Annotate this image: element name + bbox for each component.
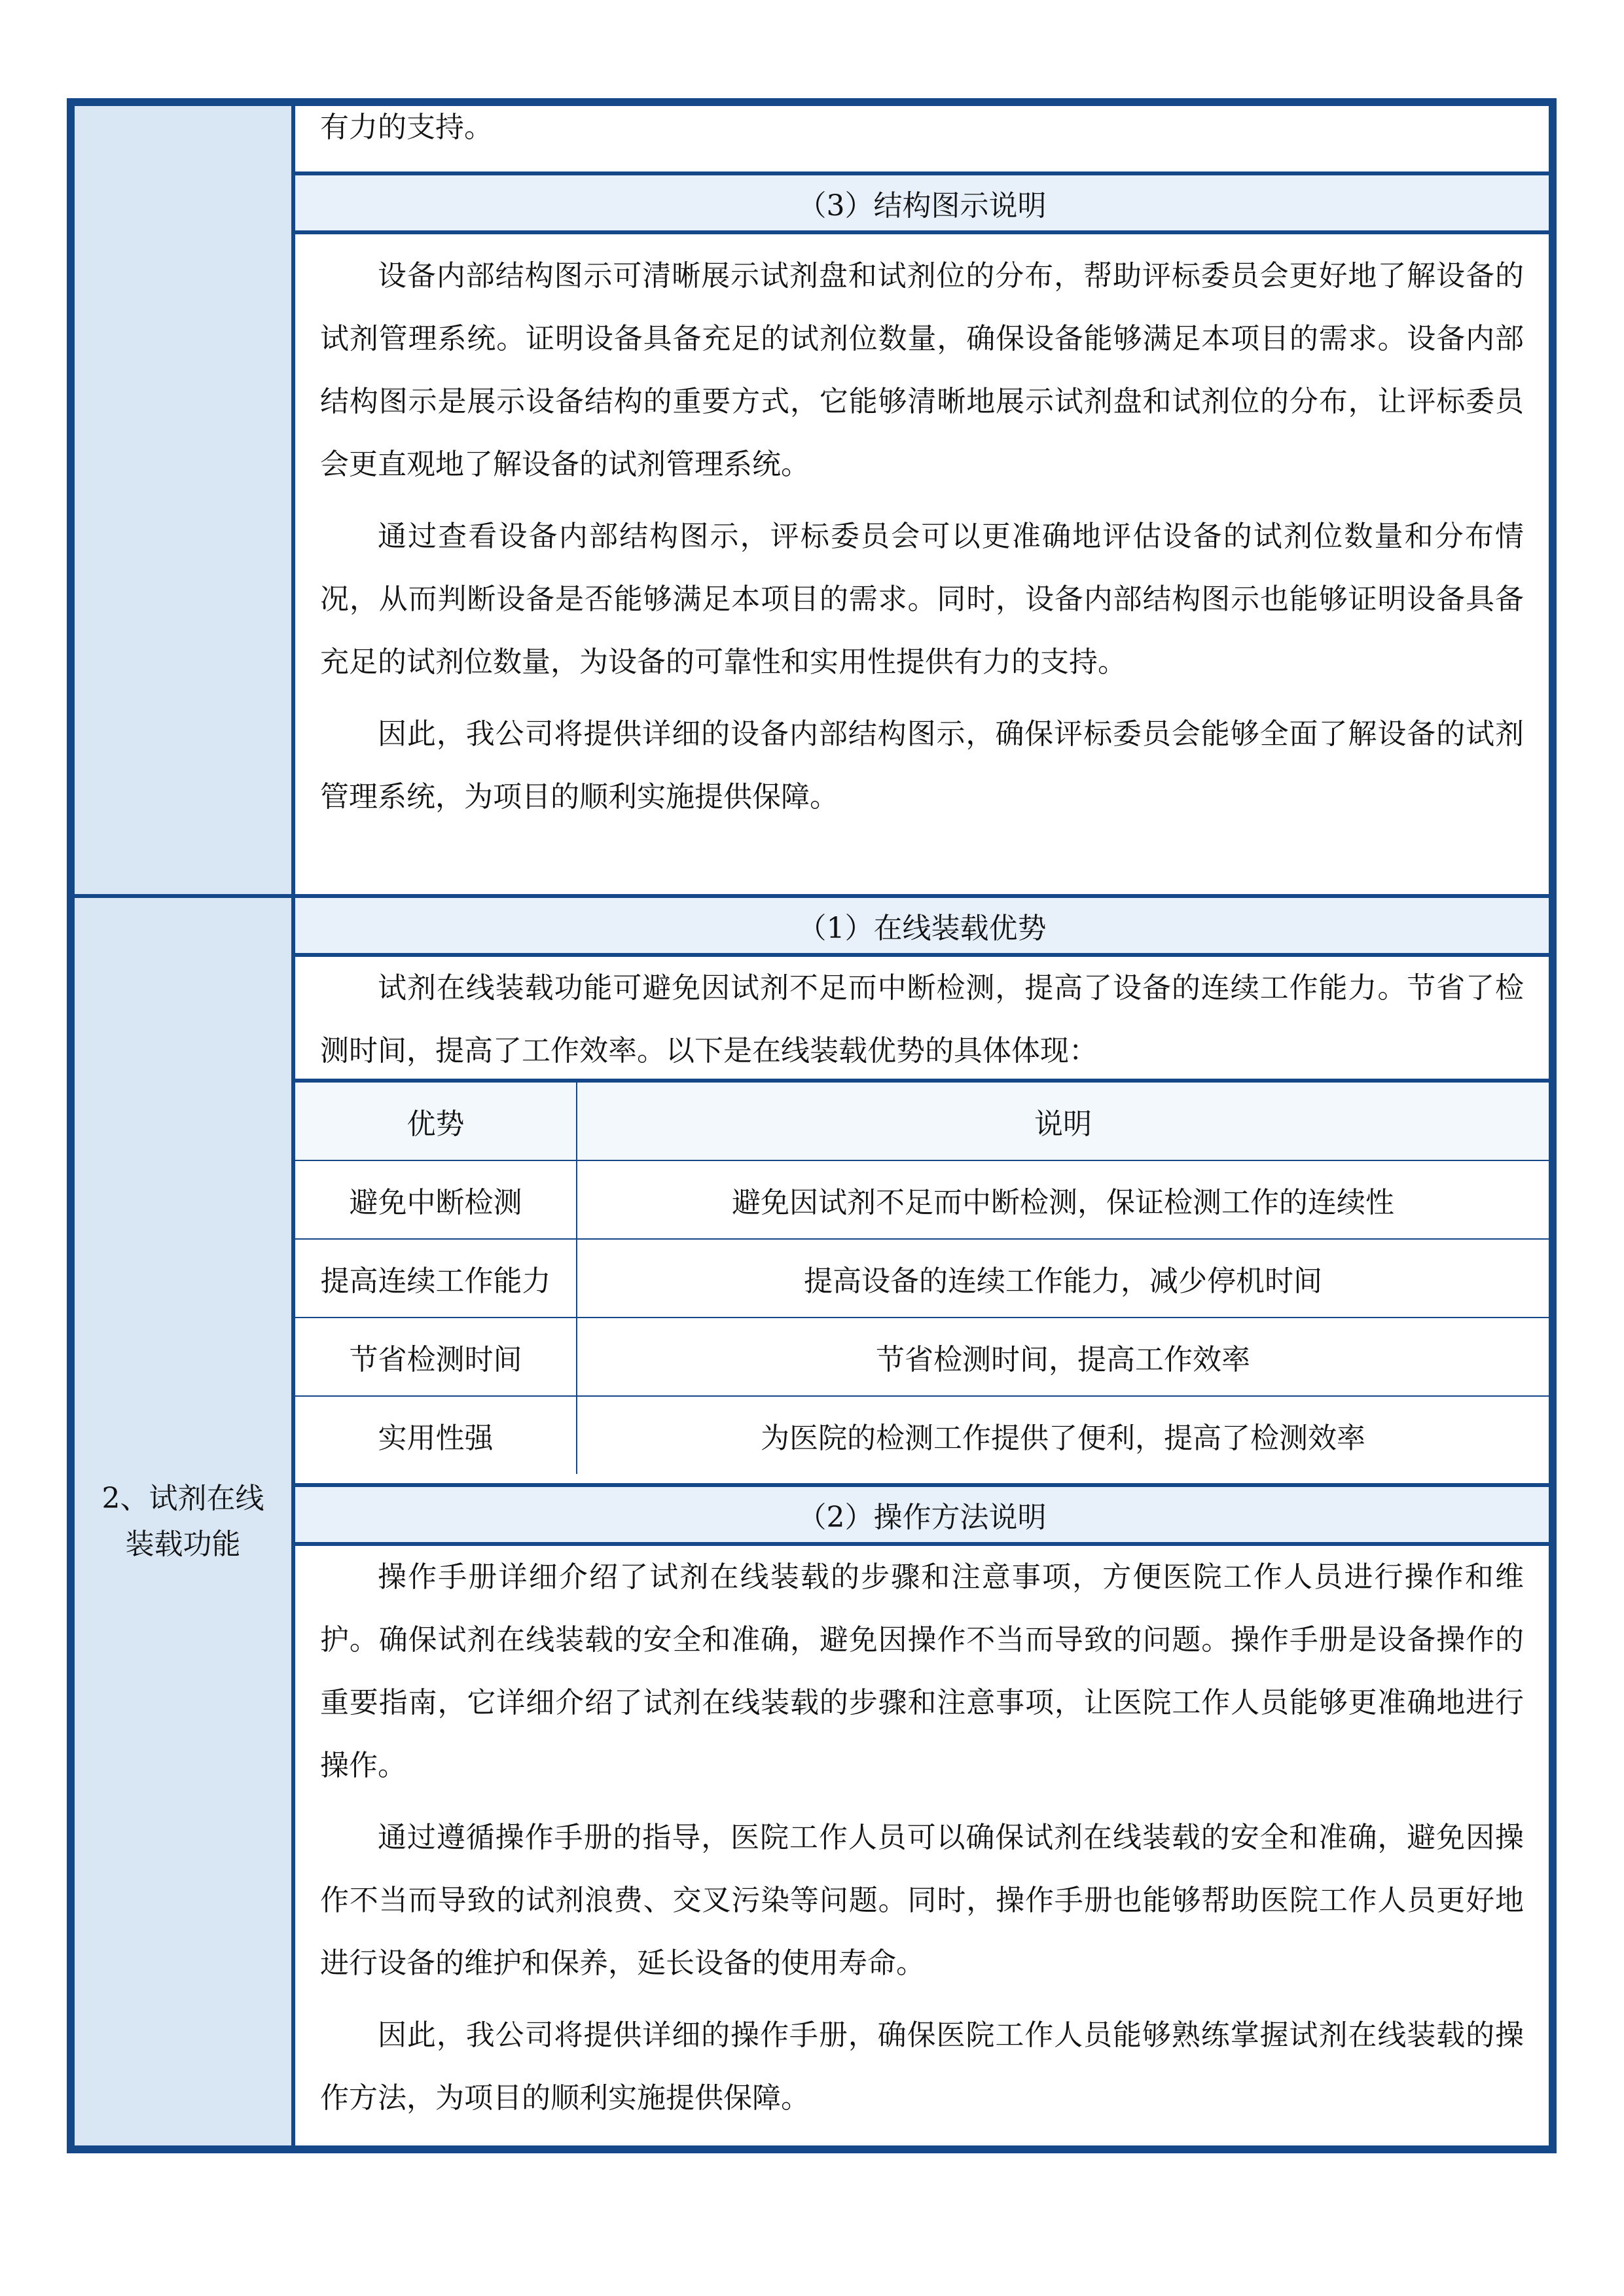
description-cell: 避免因试剂不足而中断检测，保证检测工作的连续性 [577,1160,1549,1239]
section2-label: 2、试剂在线装载功能 [101,1482,264,1561]
column-header-description: 说明 [577,1083,1549,1160]
advantage-cell: 实用性强 [295,1396,577,1474]
advantages-table [295,1083,1549,1474]
paragraph: 操作手册详细介绍了试剂在线装载的步骤和注意事项，方便医院工作人员进行操作和维护。确保试剂在线装载的安全和准确，避免因操作不当而导致的问题。操作手册是设备操作的重要指南，它详细介绍了试剂在线装载的步骤和注意事项，让医院工作人员能够更准确地进行操作。 [320,1560,1524,1782]
advantage-cell: 节省检测时间 [295,1318,577,1396]
description-cell: 节省检测时间，提高工作效率 [577,1318,1549,1396]
advantage-cell: 提高连续工作能力 [295,1239,577,1318]
intro-paragraph: 试剂在线装载功能可避免因试剂不足而中断检测，提高了设备的连续工作能力。节省了检测时间，提高了工作效率。以下是在线装载优势的具体体现： [320,971,1524,1067]
description-cell: 提高设备的连续工作能力，减少停机时间 [577,1239,1549,1318]
continuation-text-block [295,106,1549,171]
subsection2-body [295,1546,1549,2130]
section1-label-cell [75,106,295,894]
paragraph: 因此，我公司将提供详细的操作手册，确保医院工作人员能够熟练掌握试剂在线装载的操作方法，为项目的顺利实施提供保障。 [320,2018,1524,2115]
paragraph: 通过遵循操作手册的指导，医院工作人员可以确保试剂在线装载的安全和准确，避免因操作不当而导致的试剂浪费、交叉污染等问题。同时，操作手册也能够帮助医院工作人员更好地进行设备的维护和保养，延长设备的使用寿命。 [320,1821,1524,1980]
section2-content [295,898,1549,2145]
section1-content [295,106,1549,894]
subsection3-heading: （3）结构图示说明 [295,175,1549,230]
paragraph: 通过查看设备内部结构图示，评标委员会可以更准确地评估设备的试剂位数量和分布情况，从而判断设备是否能够满足本项目的需求。同时，设备内部结构图示也能够证明设备具备充足的试剂位数量，为设备的可靠性和实用性提供有力的支持。 [320,520,1524,679]
subsection1-intro [295,957,1549,1079]
table-row [295,1318,1549,1396]
subsection2-heading: （2）操作方法说明 [295,1487,1549,1542]
table-row [295,1396,1549,1474]
paragraph: 因此，我公司将提供详细的设备内部结构图示，确保评标委员会能够全面了解设备的试剂管理系统，为项目的顺利实施提供保障。 [320,717,1524,814]
section2-label-cell [75,898,295,2145]
table-row [295,1160,1549,1239]
advantage-cell: 避免中断检测 [295,1160,577,1239]
paragraph: 设备内部结构图示可清晰展示试剂盘和试剂位的分布，帮助评标委员会更好地了解设备的试剂管理系统。证明设备具备充足的试剂位数量，确保设备能够满足本项目的需求。设备内部结构图示是展示设备结构的重要方式，它能够清晰地展示试剂盘和试剂位的分布，让评标委员会更直观地了解设备的试剂管理系统。 [320,259,1524,481]
table-header-row [295,1083,1549,1160]
description-cell: 为医院的检测工作提供了便利，提高了检测效率 [577,1396,1549,1474]
continuation-text: 有力的支持。 [320,111,493,144]
table-row [295,1239,1549,1318]
subsection3-body [295,234,1549,829]
document-table [67,98,1557,2153]
column-header-advantage: 优势 [295,1083,577,1160]
subsection1-heading: （1）在线装载优势 [295,898,1549,953]
